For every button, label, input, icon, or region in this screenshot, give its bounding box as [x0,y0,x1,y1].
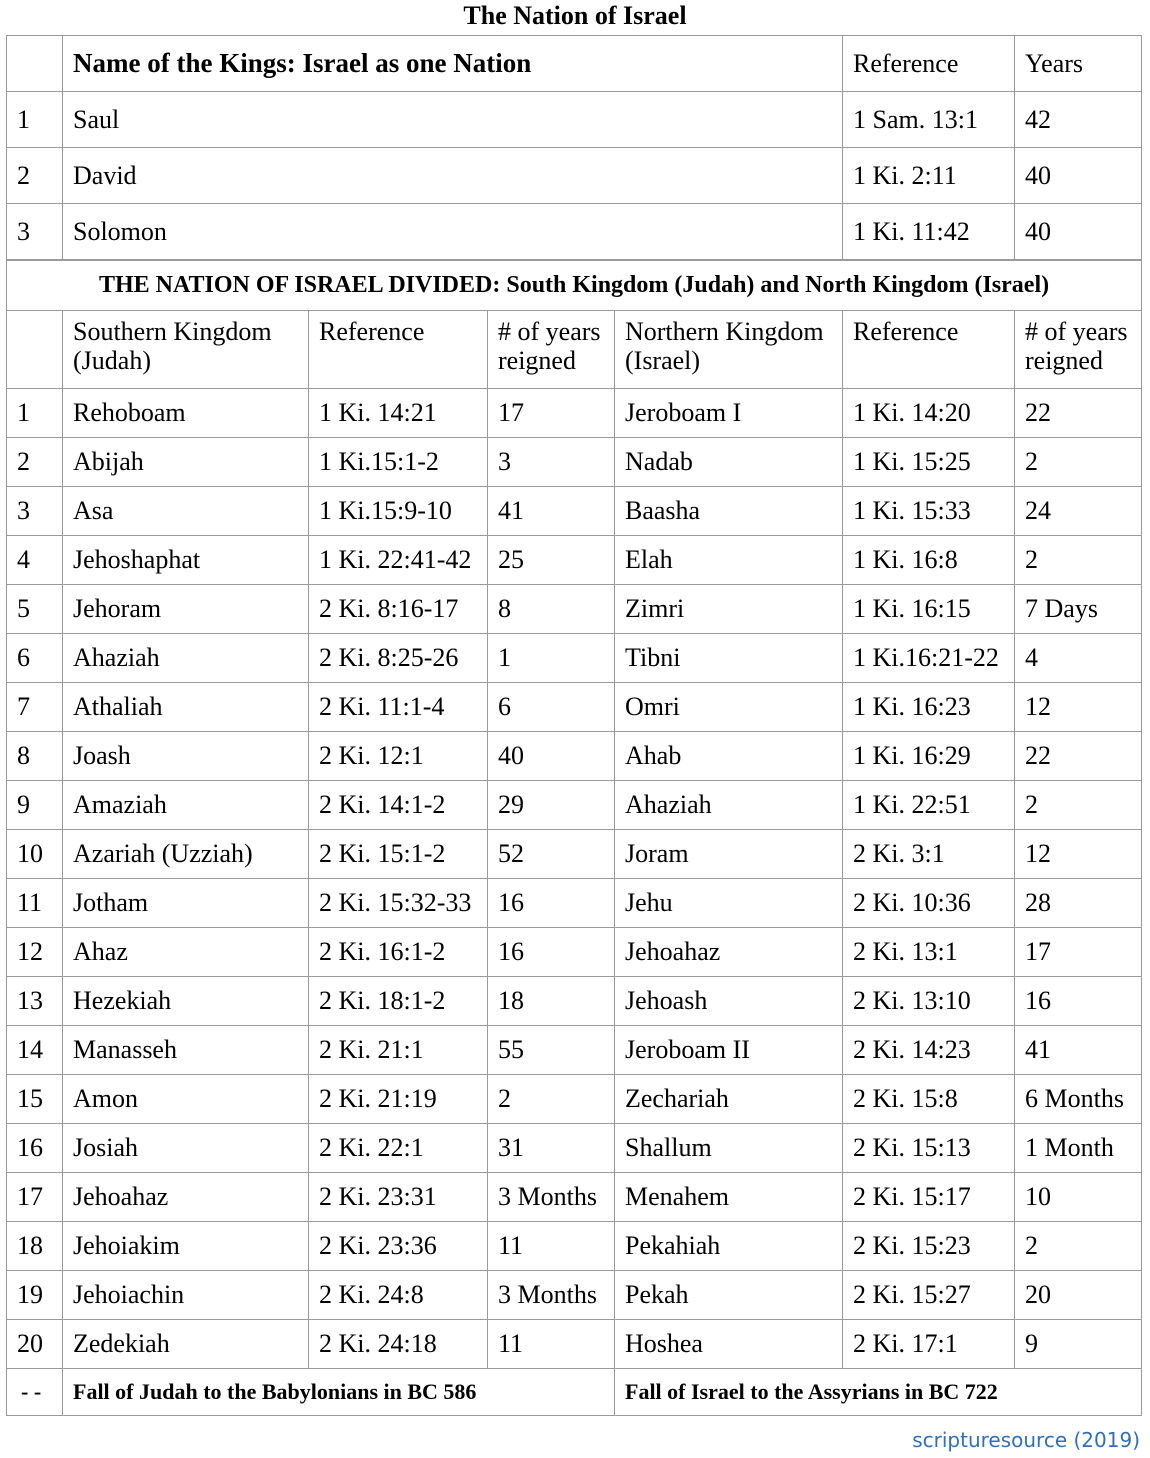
divided-south-ref-cell: 1 Ki. 22:41-42 [309,536,488,585]
divided-num-cell: 18 [7,1222,63,1271]
divided-south-years-cell: 6 [488,683,615,732]
divided-south-ref-cell: 2 Ki. 18:1-2 [309,977,488,1026]
divided-north-cell: Menahem [615,1173,843,1222]
divided-north-years-cell: 10 [1015,1173,1142,1222]
divided-north-cell: Jeroboam I [615,389,843,438]
divided-north-cell: Jehoash [615,977,843,1026]
divided-num-cell: 15 [7,1075,63,1124]
divided-south-ref-cell: 2 Ki. 8:16-17 [309,585,488,634]
divided-south-ref-cell: 2 Ki. 11:1-4 [309,683,488,732]
table-row [7,1075,1142,1124]
divided-south-years-cell: 17 [488,389,615,438]
divided-south-years-cell: 11 [488,1320,615,1369]
divided-south-cell: Ahaz [63,928,309,977]
divided-north-ref-cell: 1 Ki.16:21-22 [843,634,1015,683]
divided-south-cell: Manasseh [63,1026,309,1075]
divided-south-ref-cell: 2 Ki. 23:31 [309,1173,488,1222]
divided-south-years-cell: 25 [488,536,615,585]
table-row [7,487,1142,536]
number-header [7,36,63,92]
divided-north-ref-cell: 2 Ki. 13:1 [843,928,1015,977]
divided-north-cell: Hoshea [615,1320,843,1369]
table-row [7,977,1142,1026]
table-row [7,1320,1142,1369]
divided-north-cell: Ahaziah [615,781,843,830]
united-num-cell: 1 [7,92,63,148]
divided-south-ref-cell: 2 Ki. 24:8 [309,1271,488,1320]
divided-south-cell: Jehoiachin [63,1271,309,1320]
divided-north-ref-cell: 2 Ki. 10:36 [843,879,1015,928]
divided-num-cell: 2 [7,438,63,487]
divided-north-cell: Tibni [615,634,843,683]
divided-north-ref-cell: 1 Ki. 15:25 [843,438,1015,487]
divided-north-cell: Elah [615,536,843,585]
divided-num-cell: 7 [7,683,63,732]
divided-south-cell: Amaziah [63,781,309,830]
divided-north-years-cell: 16 [1015,977,1142,1026]
divided-south-years-cell: 31 [488,1124,615,1173]
divided-south-cell: Athaliah [63,683,309,732]
divided-south-years-cell: 40 [488,732,615,781]
divided-south-cell: Jehoram [63,585,309,634]
divided-north-years-cell: 6 Months [1015,1075,1142,1124]
divided-south-cell: Asa [63,487,309,536]
divided-num-cell: 5 [7,585,63,634]
united-reference-cell: 1 Ki. 2:11 [843,148,1015,204]
divided-north-ref-cell: 2 Ki. 14:23 [843,1026,1015,1075]
united-num-cell: 3 [7,204,63,260]
fall-of-judah-note: Fall of Judah to the Babylonians in BC 586 [63,1369,615,1416]
divided-north-years-cell: 7 Days [1015,585,1142,634]
divided-num-cell: 9 [7,781,63,830]
divided-north-cell: Zechariah [615,1075,843,1124]
divided-num-cell: 8 [7,732,63,781]
divided-north-ref-cell: 2 Ki. 13:10 [843,977,1015,1026]
divided-north-cell: Pekahiah [615,1222,843,1271]
divided-south-ref-cell: 2 Ki. 12:1 [309,732,488,781]
divided-south-years-cell: 55 [488,1026,615,1075]
source-credit: scripturesource (2019) [912,1428,1140,1452]
divided-kingdom-table [6,260,1142,1416]
table-row [7,1173,1142,1222]
divided-north-years-cell: 41 [1015,1026,1142,1075]
divided-south-ref-cell: 2 Ki. 15:1-2 [309,830,488,879]
divided-num-cell: 14 [7,1026,63,1075]
divided-south-ref-cell: 2 Ki. 22:1 [309,1124,488,1173]
divided-south-ref-cell: 2 Ki. 15:32-33 [309,879,488,928]
divided-south-ref-cell: 2 Ki. 21:1 [309,1026,488,1075]
divided-south-cell: Jotham [63,879,309,928]
divided-num-cell: 19 [7,1271,63,1320]
table-row [7,879,1142,928]
divided-north-years-cell: 22 [1015,389,1142,438]
united-name-cell: David [63,148,843,204]
united-years-cell: 40 [1015,204,1142,260]
divided-north-ref-cell: 2 Ki. 3:1 [843,830,1015,879]
divided-north-cell: Jehoahaz [615,928,843,977]
divided-south-years-cell: 29 [488,781,615,830]
divided-south-years-cell: 3 Months [488,1173,615,1222]
divided-south-years-cell: 8 [488,585,615,634]
divided-num-cell: 20 [7,1320,63,1369]
divided-south-cell: Rehoboam [63,389,309,438]
divided-south-ref-cell: 2 Ki. 16:1-2 [309,928,488,977]
united-reference-cell: 1 Sam. 13:1 [843,92,1015,148]
divided-south-years-cell: 52 [488,830,615,879]
divided-south-cell: Ahaziah [63,634,309,683]
divided-south-ref-cell: 1 Ki.15:9-10 [309,487,488,536]
south-years-header: # of years reigned [488,311,615,389]
divided-north-ref-cell: 1 Ki. 22:51 [843,781,1015,830]
divided-south-years-cell: 3 Months [488,1271,615,1320]
divided-south-cell: Amon [63,1075,309,1124]
united-name-cell: Saul [63,92,843,148]
divided-header-row [7,311,1142,389]
table-row [7,438,1142,487]
divided-north-years-cell: 24 [1015,487,1142,536]
divided-south-ref-cell: 2 Ki. 23:36 [309,1222,488,1271]
united-reference-cell: 1 Ki. 11:42 [843,204,1015,260]
divided-south-cell: Zedekiah [63,1320,309,1369]
northern-kingdom-header: Northern Kingdom (Israel) [615,311,843,389]
divided-num-cell: 6 [7,634,63,683]
divided-south-years-cell: 16 [488,928,615,977]
divided-north-cell: Ahab [615,732,843,781]
divided-north-years-cell: 1 Month [1015,1124,1142,1173]
footer-row [7,1369,1142,1416]
divided-north-cell: Jehu [615,879,843,928]
table-row [7,1271,1142,1320]
table-row [7,634,1142,683]
table-row [7,732,1142,781]
divided-banner: THE NATION OF ISRAEL DIVIDED: South Kingdom (Judah) and North Kingdom (Israel) [7,261,1142,311]
divided-south-cell: Jehoiakim [63,1222,309,1271]
divided-south-cell: Josiah [63,1124,309,1173]
divided-num-cell: 11 [7,879,63,928]
table-row [7,830,1142,879]
table-row [7,585,1142,634]
divided-north-years-cell: 12 [1015,830,1142,879]
divided-num-cell: 12 [7,928,63,977]
divided-north-ref-cell: 1 Ki. 14:20 [843,389,1015,438]
united-header-row [7,36,1142,92]
divided-south-cell: Jehoahaz [63,1173,309,1222]
fall-of-israel-note: Fall of Israel to the Assyrians in BC 722 [615,1369,1142,1416]
divided-north-cell: Omri [615,683,843,732]
table-row [7,389,1142,438]
divided-south-ref-cell: 2 Ki. 14:1-2 [309,781,488,830]
divided-num-cell: 16 [7,1124,63,1173]
north-years-header: # of years reigned [1015,311,1142,389]
united-name-cell: Solomon [63,204,843,260]
page-title: The Nation of Israel [463,1,687,30]
divided-north-years-cell: 22 [1015,732,1142,781]
divided-south-ref-cell: 1 Ki.15:1-2 [309,438,488,487]
divided-north-years-cell: 9 [1015,1320,1142,1369]
divided-num-cell: 13 [7,977,63,1026]
divided-south-cell: Jehoshaphat [63,536,309,585]
divided-num-cell: 3 [7,487,63,536]
divided-north-ref-cell: 1 Ki. 16:29 [843,732,1015,781]
divided-north-years-cell: 4 [1015,634,1142,683]
divided-num-cell: 17 [7,1173,63,1222]
divided-south-years-cell: 18 [488,977,615,1026]
divided-north-years-cell: 2 [1015,781,1142,830]
divided-north-years-cell: 12 [1015,683,1142,732]
table-row [7,204,1142,260]
number-header [7,311,63,389]
reference-header: Reference [843,36,1015,92]
divided-north-ref-cell: 2 Ki. 17:1 [843,1320,1015,1369]
divided-north-years-cell: 2 [1015,536,1142,585]
divided-south-years-cell: 11 [488,1222,615,1271]
divided-south-ref-cell: 2 Ki. 21:19 [309,1075,488,1124]
divided-north-years-cell: 17 [1015,928,1142,977]
divided-south-cell: Joash [63,732,309,781]
divided-south-years-cell: 3 [488,438,615,487]
divided-south-years-cell: 41 [488,487,615,536]
divided-north-years-cell: 28 [1015,879,1142,928]
footer-marker: - - [7,1369,63,1416]
divided-south-years-cell: 16 [488,879,615,928]
divided-north-ref-cell: 2 Ki. 15:13 [843,1124,1015,1173]
divided-north-ref-cell: 1 Ki. 15:33 [843,487,1015,536]
divided-north-cell: Jeroboam II [615,1026,843,1075]
divided-north-ref-cell: 2 Ki. 15:27 [843,1271,1015,1320]
united-num-cell: 2 [7,148,63,204]
divided-south-ref-cell: 1 Ki. 14:21 [309,389,488,438]
divided-north-cell: Nadab [615,438,843,487]
united-years-cell: 42 [1015,92,1142,148]
south-reference-header: Reference [309,311,488,389]
divided-north-cell: Zimri [615,585,843,634]
divided-north-cell: Pekah [615,1271,843,1320]
divided-north-ref-cell: 1 Ki. 16:23 [843,683,1015,732]
southern-kingdom-header: Southern Kingdom (Judah) [63,311,309,389]
divided-north-ref-cell: 1 Ki. 16:8 [843,536,1015,585]
divided-banner-row [7,261,1142,311]
divided-north-years-cell: 2 [1015,438,1142,487]
table-row [7,92,1142,148]
divided-south-cell: Hezekiah [63,977,309,1026]
divided-south-cell: Azariah (Uzziah) [63,830,309,879]
divided-north-cell: Shallum [615,1124,843,1173]
table-row [7,683,1142,732]
table-row [7,1124,1142,1173]
table-row [7,148,1142,204]
divided-north-ref-cell: 2 Ki. 15:17 [843,1173,1015,1222]
divided-north-ref-cell: 2 Ki. 15:23 [843,1222,1015,1271]
north-reference-header: Reference [843,311,1015,389]
divided-north-years-cell: 20 [1015,1271,1142,1320]
table-row [7,536,1142,585]
united-years-cell: 40 [1015,148,1142,204]
years-header: Years [1015,36,1142,92]
divided-south-years-cell: 2 [488,1075,615,1124]
divided-south-cell: Abijah [63,438,309,487]
divided-north-cell: Baasha [615,487,843,536]
table-row [7,781,1142,830]
divided-num-cell: 4 [7,536,63,585]
divided-north-cell: Joram [615,830,843,879]
kings-name-header: Name of the Kings: Israel as one Nation [63,36,843,92]
table-row [7,1026,1142,1075]
divided-north-ref-cell: 2 Ki. 15:8 [843,1075,1015,1124]
divided-num-cell: 1 [7,389,63,438]
divided-south-ref-cell: 2 Ki. 8:25-26 [309,634,488,683]
divided-north-years-cell: 2 [1015,1222,1142,1271]
divided-north-ref-cell: 1 Ki. 16:15 [843,585,1015,634]
divided-south-years-cell: 1 [488,634,615,683]
united-kingdom-table [6,35,1142,260]
table-row [7,928,1142,977]
divided-south-ref-cell: 2 Ki. 24:18 [309,1320,488,1369]
divided-num-cell: 10 [7,830,63,879]
table-row [7,1222,1142,1271]
